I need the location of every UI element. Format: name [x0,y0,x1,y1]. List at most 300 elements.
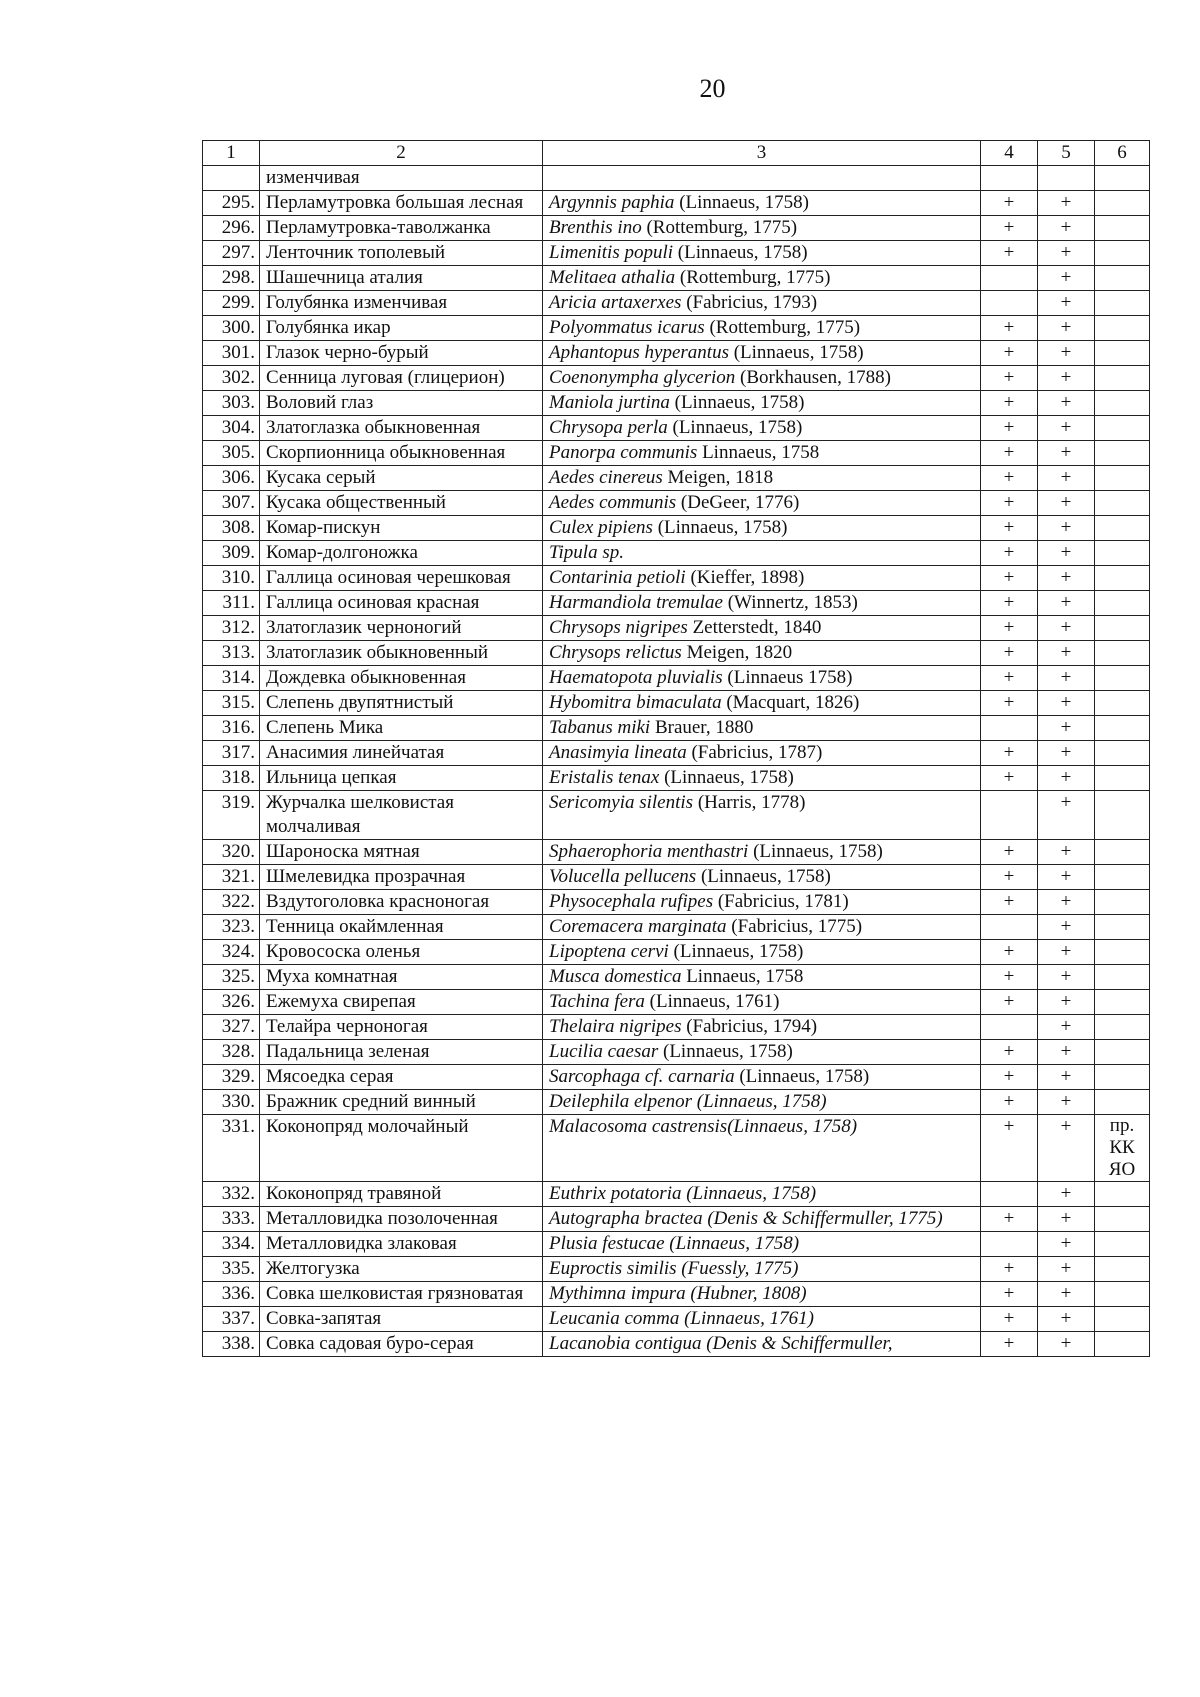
cell-col-5: + [1038,791,1095,840]
cell-common-name: Совка-запятая [260,1307,543,1332]
author-citation: (Linnaeus, 1758) [659,767,794,788]
cell-common-name: Бражник средний винный [260,1090,543,1115]
scientific-name: Plusia festucae (Linnaeus, 1758) [549,1233,800,1254]
cell-col-5: + [1038,965,1095,990]
scientific-name: Argynnis paphia [549,192,675,213]
cell-col-4: + [981,191,1038,216]
cell-latin-name [543,416,981,441]
cell-number: 330. [203,1090,260,1115]
cell-latin-name [543,1257,981,1282]
cell-number: 309. [203,541,260,566]
scientific-name: Chrysops nigripes [549,617,688,638]
cell-col-4: + [981,616,1038,641]
table-row [203,990,1150,1015]
cell-number: 311. [203,591,260,616]
cell-col-6 [1095,641,1150,666]
cell-col-5: + [1038,915,1095,940]
table-row [203,641,1150,666]
header-row [203,141,1150,166]
cell-latin-name [543,1115,981,1182]
cell-col-4: + [981,591,1038,616]
cell-col-4: + [981,341,1038,366]
cell-number: 312. [203,616,260,641]
cell-col-4: + [981,1282,1038,1307]
cell-col-6 [1095,666,1150,691]
cell-number: 328. [203,1040,260,1065]
header-col-2: 2 [260,141,543,166]
cell-col-6 [1095,591,1150,616]
cell-col-4: + [981,1307,1038,1332]
cell-col-4: + [981,1065,1038,1090]
cell-number: 308. [203,516,260,541]
cell-col-6 [1095,1282,1150,1307]
cell-latin-name [543,716,981,741]
cell-number: 315. [203,691,260,716]
author-citation: (Linnaeus, 1761) [644,991,780,1012]
cell-number: 297. [203,241,260,266]
scientific-name: Polyommatus icarus [549,317,705,338]
cell-col-6 [1095,965,1150,990]
header-col-3: 3 [543,141,981,166]
table-row [203,865,1150,890]
cell-col-6 [1095,1257,1150,1282]
cell-col-4: + [981,216,1038,241]
author-citation: (Linnaeus, 1758) [658,1041,793,1062]
cell-number: 319. [203,791,260,840]
cell-number: 316. [203,716,260,741]
scientific-name: Autographa bractea (Denis & Schiffermuller, 1775) [549,1208,943,1229]
cell-number: 305. [203,441,260,466]
cell-latin-name [543,441,981,466]
cell-col-4 [981,1182,1038,1207]
cell-common-name: Журчалка шелковистая молчаливая [260,791,543,840]
cell-col-4: + [981,1115,1038,1182]
cell-col-4 [981,915,1038,940]
cell-col-4: + [981,691,1038,716]
cell-latin-name [543,890,981,915]
cell-col-4: + [981,940,1038,965]
cell-common-name: Слепень Мика [260,716,543,741]
scientific-name: Aedes cinereus [549,467,663,488]
table-row [203,391,1150,416]
cell-col-5: + [1038,591,1095,616]
scientific-name: Limenitis populi [549,242,674,263]
cell-col-5: + [1038,865,1095,890]
author-citation: (Rottemburg, 1775) [704,317,861,338]
table-row [203,591,1150,616]
table-row [203,791,1150,840]
cell-latin-name [543,241,981,266]
cell-latin-name [543,840,981,865]
author-citation: (Fabricius, 1794) [681,1016,818,1037]
cell-col-4 [981,266,1038,291]
cell-common-name: Мясоедка серая [260,1065,543,1090]
cell-latin-name [543,741,981,766]
cell-col-4: + [981,1040,1038,1065]
cell-col-5: + [1038,341,1095,366]
table-row [203,216,1150,241]
cell-col-6 [1095,316,1150,341]
table-row [203,1040,1150,1065]
cell-col-4: + [981,1090,1038,1115]
cell-col-5: + [1038,291,1095,316]
cell-col-4: + [981,491,1038,516]
cell-latin-name [543,691,981,716]
cell-common-name: Перламутровка-таволжанка [260,216,543,241]
cell-common-name: изменчивая [260,166,543,191]
scientific-name: Aedes communis [549,492,677,513]
cell-col-4: + [981,1257,1038,1282]
table-row [203,366,1150,391]
cell-col-6: пр. КК ЯО [1095,1115,1150,1182]
cell-latin-name [543,1232,981,1257]
cell-col-6 [1095,516,1150,541]
cell-col-5: + [1038,1040,1095,1065]
cell-col-5: + [1038,316,1095,341]
cell-common-name: Металловидка позолоченная [260,1207,543,1232]
cell-common-name: Шашечница аталия [260,266,543,291]
cell-col-5: + [1038,266,1095,291]
author-citation: (Fabricius, 1781) [713,891,849,912]
scientific-name: Aphantopus hyperantus [549,342,729,363]
scientific-name: Eristalis tenax [549,767,660,788]
scientific-name: Physocephala rufipes [549,891,714,912]
scientific-name: Lacanobia contigua (Denis & Schiffermuller, [549,1333,893,1354]
cell-col-5: + [1038,566,1095,591]
scientific-name: Haematopota pluvialis [549,667,723,688]
cell-number: 299. [203,291,260,316]
cell-common-name: Телайра черноногая [260,1015,543,1040]
table-row [203,691,1150,716]
table-row [203,316,1150,341]
scientific-name: Harmandiola tremulae [549,592,723,613]
cell-number: 304. [203,416,260,441]
cell-col-5: + [1038,940,1095,965]
cell-col-4: + [981,416,1038,441]
cell-col-5: + [1038,441,1095,466]
author-citation: (Linnaeus, 1758) [652,517,788,538]
author-citation: (Linnaeus, 1758) [748,841,883,862]
table-row [203,191,1150,216]
cell-col-6 [1095,541,1150,566]
cell-col-5: + [1038,391,1095,416]
table-body [203,166,1150,1357]
cell-number: 338. [203,1332,260,1357]
table-row [203,1015,1150,1040]
cell-common-name: Вздутоголовка красноногая [260,890,543,915]
author-citation: (Rottemburg, 1775) [641,217,798,238]
scientific-name: Maniola jurtina [549,392,670,413]
cell-col-5: + [1038,1232,1095,1257]
cell-latin-name [543,316,981,341]
cell-col-5: + [1038,191,1095,216]
scientific-name: Malacosoma castrensis(Linnaeus, 1758) [549,1116,858,1137]
cell-common-name: Кусака серый [260,466,543,491]
cell-number: 336. [203,1282,260,1307]
scientific-name: Thelaira nigripes [549,1016,682,1037]
cell-number: 337. [203,1307,260,1332]
cell-col-4: + [981,1207,1038,1232]
cell-col-4: + [981,890,1038,915]
cell-col-4: + [981,316,1038,341]
cell-number [203,166,260,191]
cell-latin-name [543,591,981,616]
cell-common-name: Скорпионница обыкновенная [260,441,543,466]
scientific-name: Musca domestica [549,966,682,987]
cell-col-6 [1095,1232,1150,1257]
cell-latin-name [543,541,981,566]
cell-col-4: + [981,566,1038,591]
cell-col-6 [1095,766,1150,791]
cell-latin-name [543,1207,981,1232]
cell-col-6 [1095,491,1150,516]
cell-col-4 [981,716,1038,741]
cell-col-5: + [1038,1115,1095,1182]
cell-col-5: + [1038,741,1095,766]
cell-col-4 [981,166,1038,191]
cell-latin-name [543,216,981,241]
scientific-name: Sarcophaga cf. carnaria [549,1066,735,1087]
cell-common-name: Коконопряд травяной [260,1182,543,1207]
cell-col-6 [1095,241,1150,266]
cell-number: 307. [203,491,260,516]
table-row [203,441,1150,466]
author-citation: Meigen, 1820 [681,642,793,663]
cell-latin-name [543,516,981,541]
cell-col-4: + [981,1332,1038,1357]
cell-col-5: + [1038,890,1095,915]
cell-number: 306. [203,466,260,491]
cell-common-name: Комар-пискун [260,516,543,541]
cell-latin-name [543,1332,981,1357]
cell-number: 302. [203,366,260,391]
cell-latin-name [543,915,981,940]
cell-col-5: + [1038,1257,1095,1282]
cell-number: 313. [203,641,260,666]
cell-col-4: + [981,840,1038,865]
cell-common-name: Златоглазик обыкновенный [260,641,543,666]
table-row [203,741,1150,766]
cell-col-6 [1095,166,1150,191]
cell-col-5: + [1038,1015,1095,1040]
cell-number: 325. [203,965,260,990]
cell-latin-name [543,865,981,890]
cell-latin-name [543,990,981,1015]
cell-common-name: Металловидка злаковая [260,1232,543,1257]
cell-col-4: + [981,541,1038,566]
table-row [203,541,1150,566]
cell-latin-name [543,1065,981,1090]
cell-common-name: Голубянка изменчивая [260,291,543,316]
table-row [203,1065,1150,1090]
cell-common-name: Кровососка оленья [260,940,543,965]
cell-common-name: Коконопряд молочайный [260,1115,543,1182]
scientific-name: Contarinia petioli [549,567,686,588]
cell-col-5: + [1038,666,1095,691]
author-citation: (Linnaeus, 1758) [667,417,803,438]
author-citation: (Harris, 1778) [693,792,806,813]
header-col-4: 4 [981,141,1038,166]
cell-latin-name [543,1040,981,1065]
scientific-name: Tipula sp. [549,542,624,563]
header-col-5: 5 [1038,141,1095,166]
scientific-name: Sphaerophoria menthastri [549,841,749,862]
cell-col-5: + [1038,716,1095,741]
cell-col-5: + [1038,641,1095,666]
cell-latin-name [543,191,981,216]
cell-col-5: + [1038,616,1095,641]
cell-latin-name [543,341,981,366]
cell-common-name: Ильница цепкая [260,766,543,791]
table-row [203,1207,1150,1232]
page-number: 20 [699,74,726,103]
author-citation: (Linnaeus, 1758) [669,392,805,413]
cell-col-6 [1095,1307,1150,1332]
continuation-row [203,166,1150,191]
author-citation: (Linnaeus, 1758) [696,866,831,887]
author-citation: (Winnertz, 1853) [722,592,858,613]
table-row [203,466,1150,491]
cell-latin-name [543,1282,981,1307]
table-row [203,1115,1150,1182]
cell-col-5: + [1038,691,1095,716]
cell-latin-name [543,666,981,691]
cell-col-6 [1095,890,1150,915]
scientific-name: Culex pipiens [549,517,653,538]
cell-col-6 [1095,865,1150,890]
author-citation: (Linnaeus, 1758) [668,941,804,962]
cell-number: 295. [203,191,260,216]
table-row [203,266,1150,291]
cell-latin-name [543,1015,981,1040]
cell-latin-name [543,616,981,641]
cell-col-4 [981,791,1038,840]
cell-number: 323. [203,915,260,940]
scientific-name: Lipoptena cervi [549,941,669,962]
cell-col-4 [981,291,1038,316]
cell-common-name: Дождевка обыкновенная [260,666,543,691]
cell-col-6 [1095,990,1150,1015]
cell-col-6 [1095,216,1150,241]
table-row [203,716,1150,741]
cell-number: 326. [203,990,260,1015]
cell-common-name: Падальница зеленая [260,1040,543,1065]
cell-number: 327. [203,1015,260,1040]
table-row [203,241,1150,266]
cell-number: 320. [203,840,260,865]
cell-number: 335. [203,1257,260,1282]
cell-col-6 [1095,391,1150,416]
cell-col-6 [1095,1040,1150,1065]
author-citation: (Macquart, 1826) [721,692,860,713]
cell-latin-name [543,965,981,990]
table-row [203,516,1150,541]
table-row [203,890,1150,915]
cell-common-name: Шмелевидка прозрачная [260,865,543,890]
cell-col-5: + [1038,366,1095,391]
cell-col-5: + [1038,990,1095,1015]
cell-col-6 [1095,466,1150,491]
table-row [203,1182,1150,1207]
scientific-name: Coenonympha glycerion [549,367,736,388]
cell-common-name: Галлица осиновая черешковая [260,566,543,591]
scientific-name: Melitaea athalia [549,267,676,288]
table-row [203,1282,1150,1307]
header-col-6: 6 [1095,141,1150,166]
table-row [203,666,1150,691]
author-citation: (Fabricius, 1775) [726,916,863,937]
cell-col-6 [1095,1207,1150,1232]
scientific-name: Aricia artaxerxes [549,292,682,313]
cell-latin-name [543,491,981,516]
cell-latin-name [543,566,981,591]
table-row [203,1332,1150,1357]
cell-col-4: + [981,441,1038,466]
cell-col-4: + [981,516,1038,541]
cell-common-name: Кусака общественный [260,491,543,516]
table-row [203,291,1150,316]
author-citation: Meigen, 1818 [662,467,774,488]
scientific-name: Euthrix potatoria (Linnaeus, 1758) [549,1183,817,1204]
cell-latin-name [543,466,981,491]
cell-col-5: + [1038,491,1095,516]
cell-common-name: Муха комнатная [260,965,543,990]
table-row [203,940,1150,965]
scientific-name: Leucania comma (Linnaeus, 1761) [549,1308,814,1329]
cell-col-4 [981,1015,1038,1040]
scientific-name: Tabanus miki [549,717,651,738]
author-citation: (Linnaeus, 1758) [728,342,864,363]
cell-latin-name [543,1182,981,1207]
cell-col-6 [1095,566,1150,591]
table-row [203,491,1150,516]
cell-number: 329. [203,1065,260,1090]
cell-col-5: + [1038,1332,1095,1357]
scientific-name: Coremacera marginata [549,916,727,937]
table-row [203,341,1150,366]
author-citation: (Fabricius, 1793) [681,292,818,313]
cell-latin-name [543,791,981,840]
cell-common-name: Комар-долгоножка [260,541,543,566]
cell-col-4: + [981,666,1038,691]
cell-common-name: Воловий глаз [260,391,543,416]
table-row [203,1090,1150,1115]
cell-col-5: + [1038,416,1095,441]
cell-latin-name [543,766,981,791]
cell-col-4: + [981,965,1038,990]
cell-common-name: Совка садовая буро-серая [260,1332,543,1357]
cell-number: 332. [203,1182,260,1207]
cell-col-4: + [981,391,1038,416]
cell-col-5: + [1038,241,1095,266]
cell-number: 321. [203,865,260,890]
cell-common-name: Златоглазик черноногий [260,616,543,641]
cell-col-6 [1095,266,1150,291]
cell-col-6 [1095,791,1150,840]
cell-latin-name [543,641,981,666]
cell-col-6 [1095,915,1150,940]
scientific-name: Mythimna impura (Hubner, 1808) [549,1283,807,1304]
table-row [203,1257,1150,1282]
author-citation: (Linnaeus, 1758) [674,192,809,213]
scientific-name: Panorpa communis [549,442,698,463]
author-citation: Zetterstedt, 1840 [687,617,822,638]
cell-common-name: Ленточник тополевый [260,241,543,266]
cell-col-6 [1095,1332,1150,1357]
cell-number: 318. [203,766,260,791]
cell-number: 314. [203,666,260,691]
table-row [203,616,1150,641]
